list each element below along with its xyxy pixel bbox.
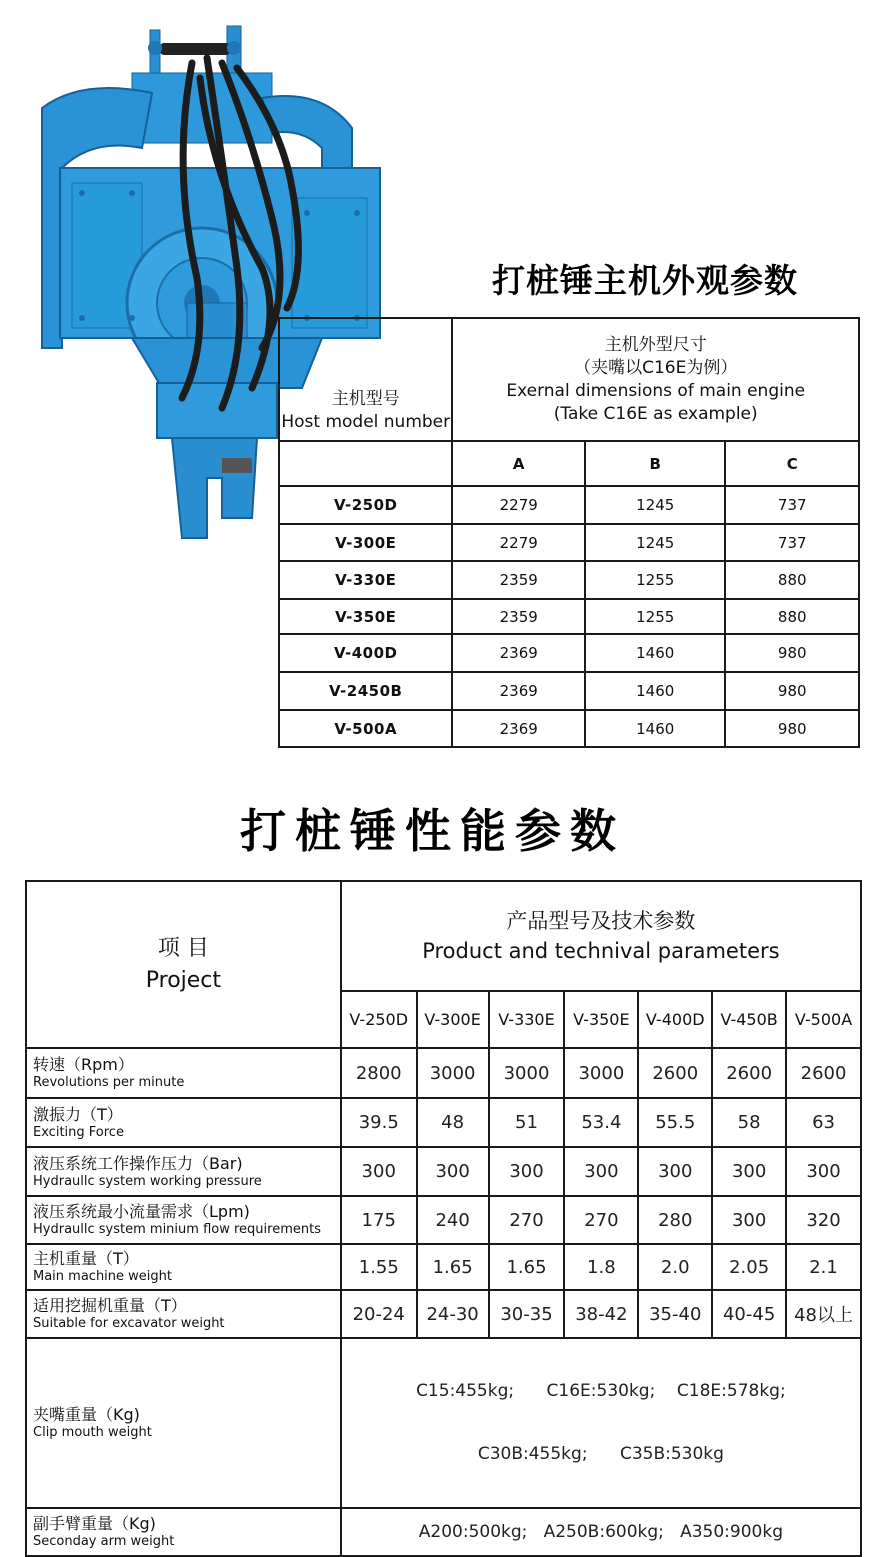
value-b-cell: 1245	[585, 486, 725, 524]
model-cell: V-330E	[279, 561, 452, 599]
param-label-zh: 主机重量（T）	[33, 1249, 139, 1268]
param-label-cell	[26, 1147, 341, 1196]
param-label-en: Clip mouth weight	[33, 1425, 152, 1440]
value-cell: 55.5	[638, 1098, 712, 1147]
param-label-en: Revolutions per minute	[33, 1075, 185, 1090]
value-b-cell: 1460	[585, 634, 725, 672]
param-label-en: Hydraullc system working pressure	[33, 1173, 262, 1189]
table-row	[279, 710, 859, 747]
value-b-cell: 1255	[585, 561, 725, 599]
value-cell: 320	[786, 1196, 861, 1244]
table-row	[279, 634, 859, 672]
value-c-cell: 980	[725, 634, 859, 672]
value-cell: 300	[341, 1147, 417, 1196]
value-cell: 240	[417, 1196, 489, 1244]
value-cell: 280	[638, 1196, 712, 1244]
column-header-c: C	[725, 441, 859, 486]
param-label-cell	[26, 1508, 341, 1556]
value-cell: 2600	[638, 1048, 712, 1098]
param-label-en: Exciting Force	[33, 1124, 124, 1140]
dimensions-section-title: 打桩锤主机外观参数	[492, 261, 798, 300]
value-cell: 2.05	[712, 1244, 786, 1290]
dim-header-zh2: （夹嘴以C16E为例）	[574, 357, 738, 378]
dim-header-en1: Exernal dimensions of main engine	[506, 380, 806, 401]
dimensions-header-cell	[452, 318, 859, 441]
params-header-cell	[341, 881, 861, 991]
value-cell: 1.65	[489, 1244, 565, 1290]
model-header-en: Host model number	[281, 412, 451, 432]
value-cell: 300	[638, 1147, 712, 1196]
param-label-cell	[26, 1290, 341, 1338]
value-a-cell: 2279	[452, 524, 585, 561]
value-c-cell: 980	[725, 710, 859, 747]
table-row	[279, 486, 859, 524]
value-cell: 300	[564, 1147, 638, 1196]
model-header-cell	[279, 318, 452, 441]
value-a-cell: 2359	[452, 561, 585, 599]
value-cell: 3000	[489, 1048, 565, 1098]
value-cell: 2800	[341, 1048, 417, 1098]
model-cell: V-2450B	[279, 672, 452, 710]
param-label-zh: 适用挖掘机重量（T）	[33, 1296, 187, 1315]
param-label-en: Main machine weight	[33, 1269, 172, 1284]
value-a-cell: 2369	[452, 672, 585, 710]
value-cell: 35-40	[638, 1290, 712, 1338]
value-cell: 1.55	[341, 1244, 417, 1290]
model-cell: V-400D	[279, 634, 452, 672]
model-header: V-250D	[341, 991, 417, 1048]
model-cell: V-500A	[279, 710, 452, 747]
value-cell: 2.0	[638, 1244, 712, 1290]
performance-section-title: 打桩锤性能参数	[240, 804, 625, 858]
value-cell: 39.5	[341, 1098, 417, 1147]
value-cell: 270	[489, 1196, 565, 1244]
table-row	[26, 1196, 861, 1244]
value-c-cell: 737	[725, 486, 859, 524]
table-row	[279, 672, 859, 710]
value-c-cell: 880	[725, 561, 859, 599]
param-label-zh: 副手臂重量（Kg)	[33, 1514, 156, 1533]
value-cell: 53.4	[564, 1098, 638, 1147]
value-cell: 20-24	[341, 1290, 417, 1338]
value-cell: 3000	[564, 1048, 638, 1098]
value-b-cell: 1460	[585, 710, 725, 747]
value-cell: 38-42	[564, 1290, 638, 1338]
table-row	[279, 561, 859, 599]
value-b-cell: 1460	[585, 672, 725, 710]
model-header: V-300E	[417, 991, 489, 1048]
table-row	[26, 1244, 861, 1290]
value-cell: 1.8	[564, 1244, 638, 1290]
project-header-zh: 项 目	[157, 935, 209, 961]
value-cell: 48	[417, 1098, 489, 1147]
value-cell: 300	[712, 1196, 786, 1244]
params-header-en: Product and technival parameters	[422, 939, 780, 963]
value-cell: 270	[564, 1196, 638, 1244]
value-a-cell: 2279	[452, 486, 585, 524]
project-header-en: Project	[145, 967, 222, 993]
value-c-cell: 980	[725, 672, 859, 710]
params-header-zh: 产品型号及技术参数	[506, 909, 696, 933]
value-cell: 300	[712, 1147, 786, 1196]
value-cell: 63	[786, 1098, 861, 1147]
value-cell: 2600	[786, 1048, 861, 1098]
model-cell: V-250D	[279, 486, 452, 524]
table-row	[26, 1147, 861, 1196]
param-label-zh: 液压系统最小流量需求（Lpm)	[33, 1202, 250, 1221]
model-header: V-330E	[489, 991, 565, 1048]
param-label-cell	[26, 1098, 341, 1147]
table-row	[26, 1290, 861, 1338]
table-row	[26, 1098, 861, 1147]
param-label-zh: 液压系统工作操作压力（Bar)	[33, 1153, 243, 1173]
model-header: V-450B	[712, 991, 786, 1048]
param-label-cell	[26, 1244, 341, 1290]
param-label-en: Seconday arm weight	[33, 1534, 175, 1549]
column-header-b: B	[585, 441, 725, 486]
value-cell: 30-35	[489, 1290, 565, 1338]
model-header: V-350E	[564, 991, 638, 1048]
value-a-cell: 2369	[452, 634, 585, 672]
empty-header-cell	[279, 441, 452, 486]
value-a-cell: 2359	[452, 599, 585, 634]
value-cell: 40-45	[712, 1290, 786, 1338]
value-cell: 58	[712, 1098, 786, 1147]
value-b-cell: 1255	[585, 599, 725, 634]
model-header: V-400D	[638, 991, 712, 1048]
value-cell: 3000	[417, 1048, 489, 1098]
value-cell: 48以上	[786, 1290, 861, 1338]
dim-header-en2: (Take C16E as example)	[553, 403, 758, 424]
clip-weight-line1: C15:455kg; C16E:530kg; C18E:578kg;	[416, 1381, 786, 1401]
value-cell: 175	[341, 1196, 417, 1244]
table-row	[26, 1508, 861, 1556]
value-b-cell: 1245	[585, 524, 725, 561]
value-cell: 300	[417, 1147, 489, 1196]
value-cell: 300	[786, 1147, 861, 1196]
model-cell: V-300E	[279, 524, 452, 561]
clip-weight-line2: C30B:455kg; C35B:530kg	[477, 1444, 724, 1464]
table-row	[279, 524, 859, 561]
param-label-cell	[26, 1196, 341, 1244]
param-label-zh: 转速（Rpm）	[33, 1055, 134, 1074]
value-c-cell: 737	[725, 524, 859, 561]
param-label-en: Hydraullc system minium flow requirements	[33, 1222, 321, 1237]
table-row	[26, 1048, 861, 1098]
model-header-zh: 主机型号	[331, 389, 400, 409]
value-cell: 2.1	[786, 1244, 861, 1290]
value-a-cell: 2369	[452, 710, 585, 747]
model-cell: V-350E	[279, 599, 452, 634]
value-c-cell: 880	[725, 599, 859, 634]
performance-table	[25, 880, 862, 1557]
table-row	[279, 599, 859, 634]
param-label-cell	[26, 1048, 341, 1098]
value-cell: 2600	[712, 1048, 786, 1098]
dimensions-table	[278, 317, 860, 748]
model-header: V-500A	[786, 991, 861, 1048]
param-label-en: Suitable for excavator weight	[33, 1316, 225, 1331]
arm-weight-cell: A200:500kg; A250B:600kg; A350:900kg	[341, 1508, 861, 1556]
dim-header-zh1: 主机外型尺寸	[604, 334, 707, 355]
value-cell: 24-30	[417, 1290, 489, 1338]
value-cell: 300	[489, 1147, 565, 1196]
param-label-zh: 夹嘴重量（Kg)	[33, 1405, 140, 1424]
project-header-cell	[26, 881, 341, 1048]
column-header-a: A	[452, 441, 585, 486]
value-cell: 51	[489, 1098, 565, 1147]
param-label-zh: 激振力（T）	[33, 1104, 123, 1124]
value-cell: 1.65	[417, 1244, 489, 1290]
